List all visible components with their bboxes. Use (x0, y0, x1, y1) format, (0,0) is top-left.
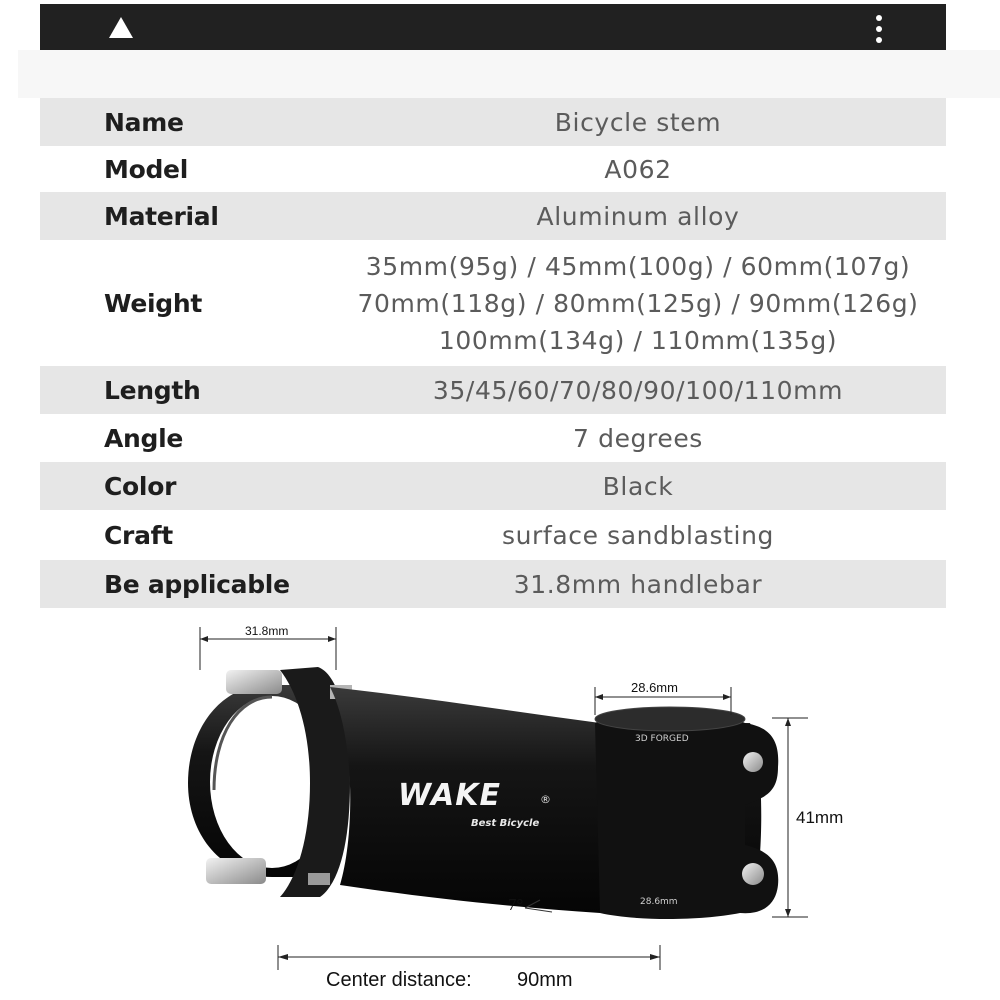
steerer-dimension-label: 28.6mm (631, 680, 678, 695)
triangle-up-icon[interactable] (108, 16, 134, 40)
spec-label: Angle (104, 423, 184, 453)
spec-label: Name (104, 107, 184, 137)
bottom-size-mark: 28.6mm (640, 897, 678, 907)
spec-label: Material (104, 201, 219, 231)
spec-value: Black (602, 471, 674, 501)
spec-value-line: 35mm(95g) / 45mm(100g) / 60mm(107g) (365, 251, 911, 281)
spec-label: Length (104, 375, 201, 405)
spec-row-model (40, 146, 946, 192)
spec-row-applicable (40, 560, 946, 608)
angle-label: 7° (508, 895, 524, 914)
spacer-band (18, 50, 1000, 98)
bolt-icon (206, 858, 266, 884)
spec-value-line: 100mm(134g) / 110mm(135g) (438, 325, 838, 355)
spec-value: 35/45/60/70/80/90/100/110mm (432, 375, 844, 405)
spec-label: Craft (104, 520, 173, 550)
bolt-icon (226, 670, 282, 694)
top-bar (40, 4, 946, 50)
spec-row-length (40, 366, 946, 414)
spec-value: 31.8mm handlebar (513, 569, 763, 599)
spec-value: Aluminum alloy (536, 201, 740, 231)
spec-label: Model (104, 154, 188, 184)
spec-row-craft (40, 510, 946, 560)
spec-row-material (40, 192, 946, 240)
spec-value: 7 degrees (573, 423, 703, 453)
spec-label: Weight (104, 288, 203, 318)
brand-mark: ® (540, 793, 551, 806)
clamp-dimension-label: 31.8mm (245, 624, 289, 638)
spec-value-line: 70mm(118g) / 80mm(125g) / 90mm(126g) (357, 288, 919, 318)
spec-label: Color (104, 471, 177, 501)
spec-row-weight (40, 240, 946, 366)
more-vertical-icon[interactable] (866, 13, 892, 45)
stem-product-image (180, 615, 880, 1000)
spec-row-name (40, 98, 946, 146)
height-dimension-label: 41mm (796, 808, 844, 827)
spec-value: surface sandblasting (501, 520, 775, 550)
spec-table (40, 98, 946, 608)
spec-label: Be applicable (104, 569, 290, 599)
spec-value: Bicycle stem (554, 107, 722, 137)
spec-value: A062 (604, 154, 672, 184)
center-distance-label: Center distance: (326, 969, 472, 991)
brand-logo: WAKE (398, 778, 501, 813)
bolt-icon (742, 863, 764, 885)
spec-row-angle (40, 414, 946, 462)
center-distance-dimension (278, 945, 660, 970)
forged-mark: 3D FORGED (635, 734, 689, 744)
spec-row-color (40, 462, 946, 510)
bolt-icon (743, 752, 763, 772)
brand-tagline: Best Bicycle (471, 818, 540, 829)
center-distance-value: 90mm (517, 969, 573, 991)
